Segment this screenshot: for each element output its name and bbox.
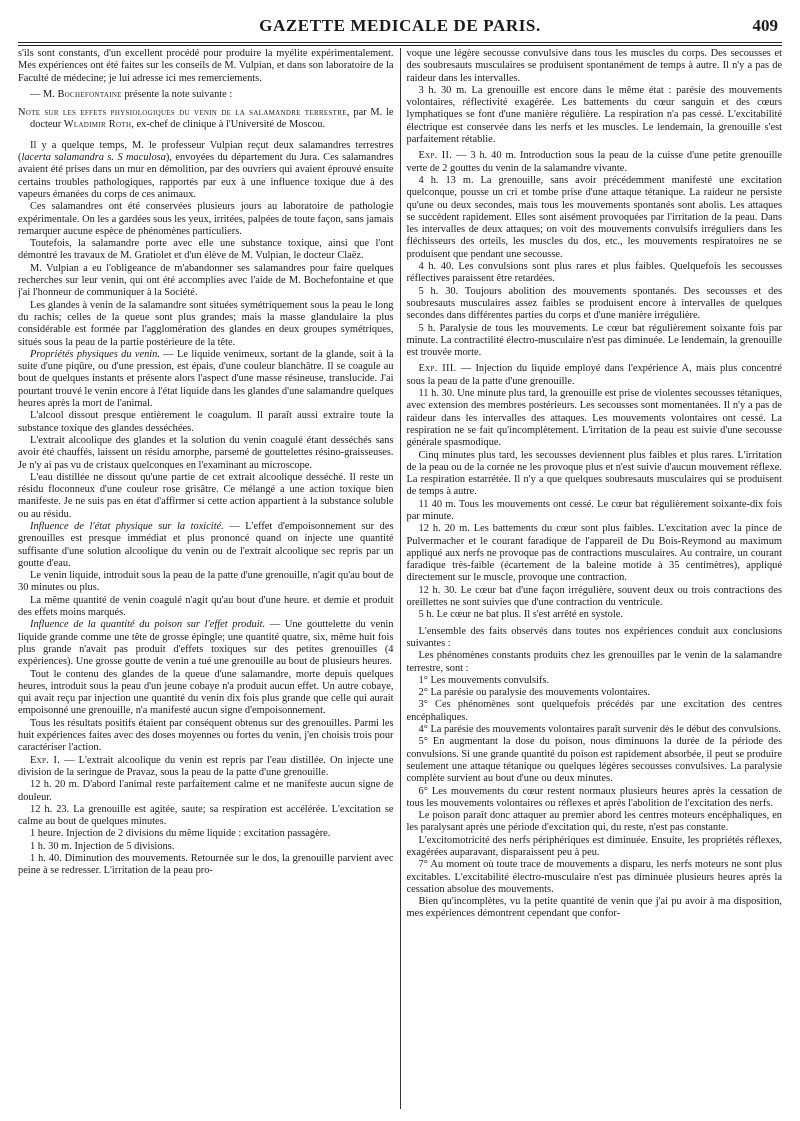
paragraph: voque une légère secousse convulsive dans tous les muscles du corps. Des secousses et des soubresauts musculaires se produisent spontanément de temps à autre. Il n'y a pas de raideur dans les intervalles. xyxy=(406,48,782,84)
paragraph: 1 h. 30 m. Injection de 5 divisions. xyxy=(30,840,175,852)
header-rule xyxy=(18,43,782,46)
section-paragraph: Influence de la quantité du poison sur l'effet produit. — Une gouttelette du venin liquide grande comme une tête de grosse épingle; une quantité quatre, six, même huit fois plus grande n'avait pas produit d'effets toxiques sur des petites grenouilles (4 expériences). Une grosse goutte de venin a tué une grenouille au bout de plusieurs heures. xyxy=(18,619,394,668)
paragraph: s'ils sont constants, d'un excellent procédé pour produire la myélite expérimentalement. Mes expériences ont été faites sur les conseils de M. Vulpian, et dans son laboratoire de la Faculté de médecine; je lui adresse ici mes remerciements. xyxy=(18,48,394,84)
author-name: Wladimir Roth xyxy=(63,119,132,131)
experiment-paragraph: Exp. III. — Injection du liquide employé dans l'expérience A, mais plus concentré sous la peau de la patte d'une grenouille. xyxy=(406,363,782,387)
two-column-body xyxy=(18,48,782,1109)
right-column xyxy=(401,48,783,1109)
paragraph: L'extrait alcoolique des glandes et la solution du venin coagulé étant desséchés sans avoir été chauffés, laissent un résidu amorphe, parsemé de gouttelettes résino-graisseuses. Je n'y ai pas vu de cristaux quelconques en l'examinant au microscope. xyxy=(18,434,394,471)
paragraph: Tout le contenu des glandes de la queue d'une salamandre, morte depuis quelques heures, introduit sous la peau d'un jeune cobaye n'a produit aucun effet. Un autre cobaye, qui avait reçu par injection une quantité du venin dix fois plus grande que celle qui aurait empoisonné une grenouille, n'a manifesté aucun signe d'empoisonnement. xyxy=(18,668,394,717)
paragraph: Les phénomènes constants produits chez les grenouilles par le venin de la salamandre terrestre, sont : xyxy=(406,650,782,674)
section-paragraph: Propriétés physiques du venin. — Le liquide venimeux, sortant de la glande, soit à la suite d'une piqûre, ou d'une pression, est épais, d'une couleur blanchâtre. Il se coagule au bout de quelques instants et présente alors l'aspect d'une masse résineuse, translucide. J'ai pourtant trouvé le venin encore à l'état liquide dans les glandes d'une salamandre quelques heures après la mort de l'animal. xyxy=(18,348,394,410)
conclusion-item: 5° En augmentant la dose du poison, nous diminuons la durée de la période des convulsions. Si une grande quantité du poison est rapidement absorbée, il peut se produire seulement une attaque tétanique ou quelques légères secousses convulsives. La paralysie complète survient au bout d'une ou deux minutes. xyxy=(406,736,782,785)
paragraph: Le poison paraît donc attaquer au premier abord les centres moteurs encéphaliques, en les paralysant après une période d'excitation qui, du reste, n'est pas constante. xyxy=(406,810,782,834)
paragraph: L'eau distillée ne dissout qu'une partie de cet extrait alcoolique desséché. Il reste un résidu floconneux d'une couleur rose grisâtre. Ce mélangé a une action toxique bien manifeste. Je ne suis pas en état d'affirmer si cette action appartient à la substance soluble ou au résidu. xyxy=(18,471,394,520)
paragraph: L'ensemble des faits observés dans toutes nos expériences conduit aux conclusions suivantes : xyxy=(406,625,782,649)
paragraph: 3 h. 30 m. La grenouille est encore dans le même état : parésie des mouvements volontaires, réflectivité exagérée. Les battements du cœur sanguin et des cœurs lymphatiques se font d'une manière régulière. La respiration n'a pas cessé. L'excitabilité électrique est conservée dans les nerfs et les muscles. Le lendemain, la grenouille s'est parfaitement rétablie. xyxy=(406,84,782,146)
experiment-label: Exp. II. xyxy=(418,150,453,162)
journal-page xyxy=(18,14,782,1109)
experiment-paragraph: Exp. II. — 3 h. 40 m. Introduction sous la peau de la cuisse d'une petite grenouille verte de 2 gouttes du venin de la salamandre vivante. xyxy=(406,150,782,174)
left-column xyxy=(18,48,400,1109)
page-header xyxy=(18,14,782,43)
experiment-label: Exp. III. xyxy=(418,363,457,375)
paragraph: 4 h. 40. Les convulsions sont plus rares et plus faibles. Quelquefois les secousses réflectives paraissent être retardées. xyxy=(406,261,782,285)
note-title: Note sur les effets physiologiques du venin de la salamandre terrestre, par M. le docteur Wladimir Roth, ex-chef de clinique à l'Université de Moscou. xyxy=(18,107,394,131)
section-heading: Propriétés physiques du venin. xyxy=(30,348,160,360)
conclusion-item: 4° La parésie des mouvements volontaires paraît survenir dès le début des convulsions. xyxy=(418,724,781,736)
paragraph: 12 h. 30. Le cœur bat d'une façon irrégulière, souvent deux ou trois contractions des oreillettes ne sont suivies que d'une contraction du ventricule. xyxy=(406,584,782,609)
paragraph: 4 h. 13 m. La grenouille, sans avoir précédemment manifesté une excitation quelconque, pousse un cri et tombe prise d'une attaque tétanique. La raideur ne persiste qu'une ou deux secondes, mais tous les mouvements spontanés sont abolis. Les attaques se succèdent rapidement. Elles sont aisément provoquées par l'irritation de la peau. Dans les intervalles de deux attaques; on voit des mouvements convulsifs irréguliers dans les fléchisseurs des orteils, les muscles du dos, etc., les mouvements respiratoires ne se produisent que pendant une secousse. xyxy=(406,174,782,260)
experiment-label: Exp. I. xyxy=(30,754,61,766)
paragraph: 5 h. Paralysie de tous les mouvements. Le cœur bat régulièrement soixante fois par minute. La contractilité électro-musculaire n'est pas diminuée. Le lendemain, la grenouille est trouvée morte. xyxy=(406,322,782,359)
paragraph: 5 h. 30. Toujours abolition des mouvements spontanés. Des secousses et des soubresauts musculaires assez faibles se produisent encore à intervalles de quelques secondes dans différentes parties du corps et d'une manière irrégulière. xyxy=(406,285,782,322)
paragraph: Toutefois, la salamandre porte avec elle une substance toxique, ainsi que l'ont démontré les travaux de M. Gratiolet et d'un élève de M. Vulpian, le docteur Claëz. xyxy=(18,238,394,262)
paragraph: — M. Bochefontaine présente la note suivante : xyxy=(30,88,233,100)
paragraph: L'excitomotricité des nerfs périphériques est diminuée. Ensuite, les propriétés réflexes, exagérées auparavant, disparaissent peu à peu. xyxy=(406,834,782,858)
paragraph: 12 h. 20 m. D'abord l'animal reste parfaitement calme et ne manifeste aucun signe de douleur. xyxy=(18,779,394,803)
paragraph: 11 h. 30. Une minute plus tard, la grenouille est prise de violentes secousses tétaniques, avec extension des membres postérieurs. Les secousses sont momentanées. Il n'y a pas de raideur dans les intervalles des attaques. Les mouvements volontaires ont cessé. La respiration ne se fait qu'incomplètement. L'irritation de la peau est suivie d'une secousse générale spasmodique. xyxy=(406,388,782,449)
conclusion-item: 1° Les mouvements convulsifs. xyxy=(418,674,550,686)
section-paragraph: Influence de l'état physique sur la toxicité. — L'effet d'empoisonnement sur des grenouilles est presque immédiat et plus prononcé quand on injecte une quantité suffisante d'une solution alcoolique du venin ou de l'extrait alcoolique sec repris par un goutte d'eau. xyxy=(18,520,394,569)
paragraph: 1 heure. Injection de 2 divisions du même liquide : excitation passagère. xyxy=(30,828,331,840)
presenter-name: Bochefontaine xyxy=(57,88,122,100)
conclusion-item: 3° Ces phénomènes sont quelquefois précédés par une excitation des centres encéphaliques. xyxy=(406,699,782,723)
paragraph: Ces salamandres ont été conservées plusieurs jours au laboratoire de pathologie expérimentale. On les a gardées sous les yeux, irritées, palpées de toute façon, sans jamais remarquer aucune espèce de phénomènes particuliers. xyxy=(18,201,394,237)
experiment-paragraph: Exp. I. — L'extrait alcoolique du venin est repris par l'eau distillée. On injecte une division de la seringue de Pravaz, sous la peau de la patte d'une grenouille. xyxy=(18,754,394,778)
paragraph: Il y a quelque temps, M. le professeur Vulpian reçut deux salamandres terrestres (lacerta salamandra s. S maculosa), envoyées du département du Jura. Ces salamandres avaient été prises dans un mur en démolition, par des ouvriers qui avaient éprouvé ensuite certains troubles pathologiques, rapportés par eux à une influence toxique due à des vapeurs émanées du corps de ces animaux. xyxy=(18,139,394,200)
paragraph: Le venin liquide, introduit sous la peau de la patte d'une grenouille, n'agit qu'au bout de 30 minutes ou plus. xyxy=(18,570,394,594)
conclusion-item: 2° La parésie ou paralysie des mouvements volontaires. xyxy=(418,687,651,699)
section-heading: Influence de la quantité du poison sur l'effet produit. xyxy=(30,619,266,631)
paragraph: Bien qu'incomplètes, vu la petite quantité de venin que j'ai pu avoir à ma disposition, mes expériences démontrent cependant que confor- xyxy=(406,896,782,920)
paragraph: Cinq minutes plus tard, les secousses deviennent plus faibles et plus rares. L'irritation de la peau ou de la cornée ne les provoque plus et n'est suivie d'aucun mouvement réflexe. La respiration estarrétée. Il n'y a que quelques soubresauts musculaires qui se produisent de temps à autre. xyxy=(406,449,782,498)
journal-title: GAZETTE MEDICALE DE PARIS. xyxy=(259,16,541,35)
paragraph: 5 h. Le cœur ne bat plus. Il s'est arrêté en systole. xyxy=(418,609,623,621)
paragraph: M. Vulpian a eu l'obligeance de m'abandonner ses salamandres pour faire quelques recherches sur leur venin, qui ont été accomplies avec l'aide de M. Bochefontaine et que j'ai l'honneur de communiquer à la Société. xyxy=(18,262,394,299)
paragraph: Les glandes à venin de la salamandre sont situées symétriquement sous la peau le long du rachis; celles de la queue sont plus grandes; mais la masse glandulaire la plus considérable est formée par l'agglomération des glandes en deux groupes symétriques, situés sous la peau de la partie postérieure de la tête. xyxy=(18,299,394,348)
paragraph: La même quantité de venin coagulé n'agit qu'au bout d'une heure. et demie et produit des effets moins marqués. xyxy=(18,594,394,619)
paragraph: 12 h. 20 m. Les battements du cœur sont plus faibles. L'excitation avec la pince de Pulvermacher et le courant faradique de l'appareil de Du Bois-Reymond au maximum appliqué aux nerfs ne provoque pas de contractions musculaires. Au contraire, un courant faradique très-faible (écartement de la baleine motide à 35 centimètres), appliqué directement sur le muscle, provoque une contraction. xyxy=(406,523,782,584)
paragraph: 12 h. 23. La grenouille est agitée, saute; sa respiration est accélérée. L'excitation se calme au bout de quelques minutes. xyxy=(18,803,394,828)
page-number: 409 xyxy=(752,16,778,35)
paragraph: Tous les résultats positifs étaient par conséquent obtenus sur des grenouilles. Parmi les huit expériences faites avec des doses moyennes ou fortes du venin, j'en choisis trois pour caractériser l'action. xyxy=(18,717,394,754)
paragraph: 1 h. 40. Diminution des mouvements. Retournée sur le dos, la grenouille parvient avec peine à se redresser. L'irritation de la peau pro- xyxy=(18,853,394,877)
paragraph: 11 40 m. Tous les mouvements ont cessé. Le cœur bat régulièrement soixante-dix fois par minute. xyxy=(406,498,782,522)
paragraph: L'alcool dissout presque entièrement le coagulum. Il paraît aussi extraire toute la substance toxique des glandes desséchées. xyxy=(18,410,394,434)
section-heading: Influence de l'état physique sur la toxicité. xyxy=(30,520,224,532)
conclusion-item: 6° Les mouvements du cœur restent normaux plusieurs heures après la cessation de tous les mouvements volontaires ou réflexes et après l'abolition de l'excitation des nerfs. xyxy=(406,785,782,809)
conclusion-item: 7° Au moment où toute trace de mouvements a disparu, les nerfs moteurs ne sont plus excitables. L'excitabilité électro-musculaire n'est pas diminuée plusieurs heures après la cessation absolue des mouvements. xyxy=(406,859,782,895)
